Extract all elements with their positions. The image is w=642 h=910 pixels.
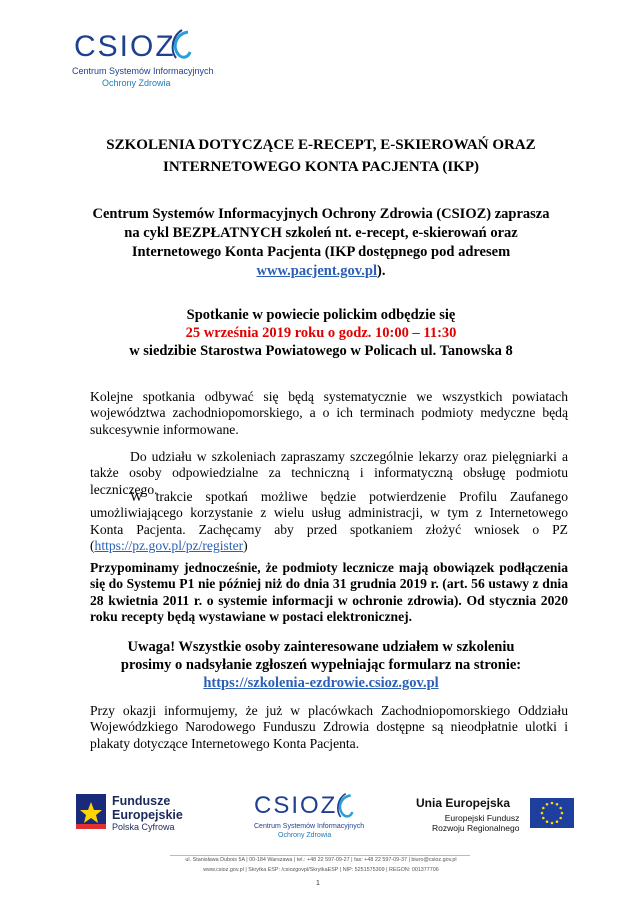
attention-line-1: Uwaga! Wszystkie osoby zainteresowane udziałem w szkoleniu [127, 639, 515, 655]
fundusze-europejskie-logo [76, 792, 196, 838]
paragraph-reminder: Przypominamy jednocześnie, że podmioty lecznicze mają obowiązek podłączenia się do Systemu P1 nie później niż do dnia 31 grudnia 2019 r. (art. 56 ustawy z dnia 28 kwietnia 2011 r. o systemie informacji w ochronie zdrowia). Od stycznia 2020 roku recepty będą wystawiane w postaci elektronicznej. [90, 560, 568, 625]
title-line-2: INTERNETOWEGO KONTA PACJENTA (IKP) [162, 159, 479, 175]
paragraph-invitation: Do udziału w szkoleniach zapraszamy szczególnie lekarzy oraz pielęgniarki a także osoby odpowiedzialne za techniczną i informatyczną obsługę podmiotu leczniczego. [90, 449, 568, 497]
eu-title: Unia Europejska [416, 796, 511, 810]
intro-line-3: Internetowego Konta Pacjenta (IKP dostępnego pod adresem [131, 244, 511, 260]
intro-line-2: na cykl BEZPŁATNYCH szkoleń nt. e-recept, e-skierowań oraz [124, 225, 518, 241]
intro-block [60, 205, 582, 281]
footer-logo-swirl-icon [334, 792, 354, 822]
footer-logo-subtitle-2: Ochrony Zdrowia [278, 832, 332, 839]
intro-line-1: Centrum Systemów Informacyjnych Ochrony Zdrowia (CSIOZ) zaprasza [92, 206, 550, 222]
attention-block [60, 638, 582, 692]
paragraph-schedule: Kolejne spotkania odbywać się będą systematycznie we wszystkich powiatach województwa zachodniopomorskiego, a o ich terminach podmioty medyczne będą sukcesywnie informowane. [90, 389, 568, 437]
meeting-block [60, 306, 582, 360]
intro-tail: ). [376, 263, 386, 279]
eu-flag-icon [530, 798, 574, 828]
footer-address: ul. Stanisława Dubois 5A | 00-184 Warszawa | tel.: +48 22 597-09-27 | fax: +48 22 597-09-37 | biuro@csioz.gov.pl [185, 857, 457, 863]
csioz-logo [68, 28, 214, 100]
page-number: 1 [316, 880, 320, 887]
intro-line-4 [60, 262, 582, 281]
attention-line-2: prosimy o nadsyłanie zgłoszeń wypełniając formularz na stronie: [120, 657, 522, 673]
logo-wordmark: CSIOZ [74, 30, 176, 63]
title-line-1: SZKOLENIA DOTYCZĄCE E-RECEPT, E-SKIEROWAŃ ORAZ [106, 137, 536, 153]
logo-subtitle-1: Centrum Systemów Informacyjnych [72, 66, 214, 76]
fe-program: Polska Cyfrowa [112, 822, 175, 832]
meeting-date: 25 września 2019 roku o godz. 10:00 – 11:30 [185, 325, 457, 341]
eu-fund [432, 813, 519, 833]
trusted-profile-tail: ) [243, 538, 248, 554]
eu-fund-line-1: Europejski Fundusz [444, 813, 520, 823]
fe-star-icon [76, 794, 106, 834]
logo-swirl-icon [168, 28, 192, 64]
logo-subtitle-2: Ochrony Zdrowia [102, 78, 171, 88]
csioz-footer-logo [252, 792, 372, 842]
footer-divider [170, 855, 470, 856]
paragraph-trusted-profile [90, 489, 568, 555]
eu-logo [410, 796, 570, 842]
footer-logo-subtitle-1: Centrum Systemów Informacyjnych [254, 823, 365, 830]
document-title [60, 134, 582, 178]
trusted-profile-text: W trakcie spotkań możliwe będzie potwierdzenie Profilu Zaufanego umożliwiającego korzystanie z wielu usług administracji, w tym z Internetowego Konta Pacjenta. Zachęcamy aby przed spotkaniem złożyć wniosek o PZ ( [90, 489, 568, 554]
eu-fund-line-2: Rozwoju Regionalnego [432, 823, 520, 833]
meeting-line-1: Spotkanie w powiecie polickim odbędzie się [186, 307, 456, 323]
registration-link[interactable]: https://szkolenia-ezdrowie.csioz.gov.pl [203, 675, 439, 691]
fe-title [112, 794, 183, 822]
footer-logo-wordmark: CSIOZ [254, 792, 338, 819]
fe-title-line-2: Europejskie [112, 808, 183, 822]
paragraph-leaflets: Przy okazji informujemy, że już w placówkach Zachodniopomorskiego Oddziału Wojewódzkiego Narodowego Funduszu Zdrowia dostępne są nieodpłatnie ulotki i plakaty dotyczące Internetowego Konta Pacjenta. [90, 703, 568, 751]
pz-register-link[interactable]: https://pz.gov.pl/pz/register [94, 538, 244, 554]
pacjent-link[interactable]: www.pacjent.gov.pl [256, 263, 377, 279]
meeting-location: w siedzibie Starostwa Powiatowego w Policach ul. Tanowska 8 [129, 343, 513, 359]
fe-title-line-1: Fundusze [112, 794, 171, 808]
footer-web: www.csioz.gov.pl | Skrytka ESP: /csiozgovpl/SkrytkaESP | NIP: 5251575309 | REGON: 001377706 [203, 867, 439, 873]
